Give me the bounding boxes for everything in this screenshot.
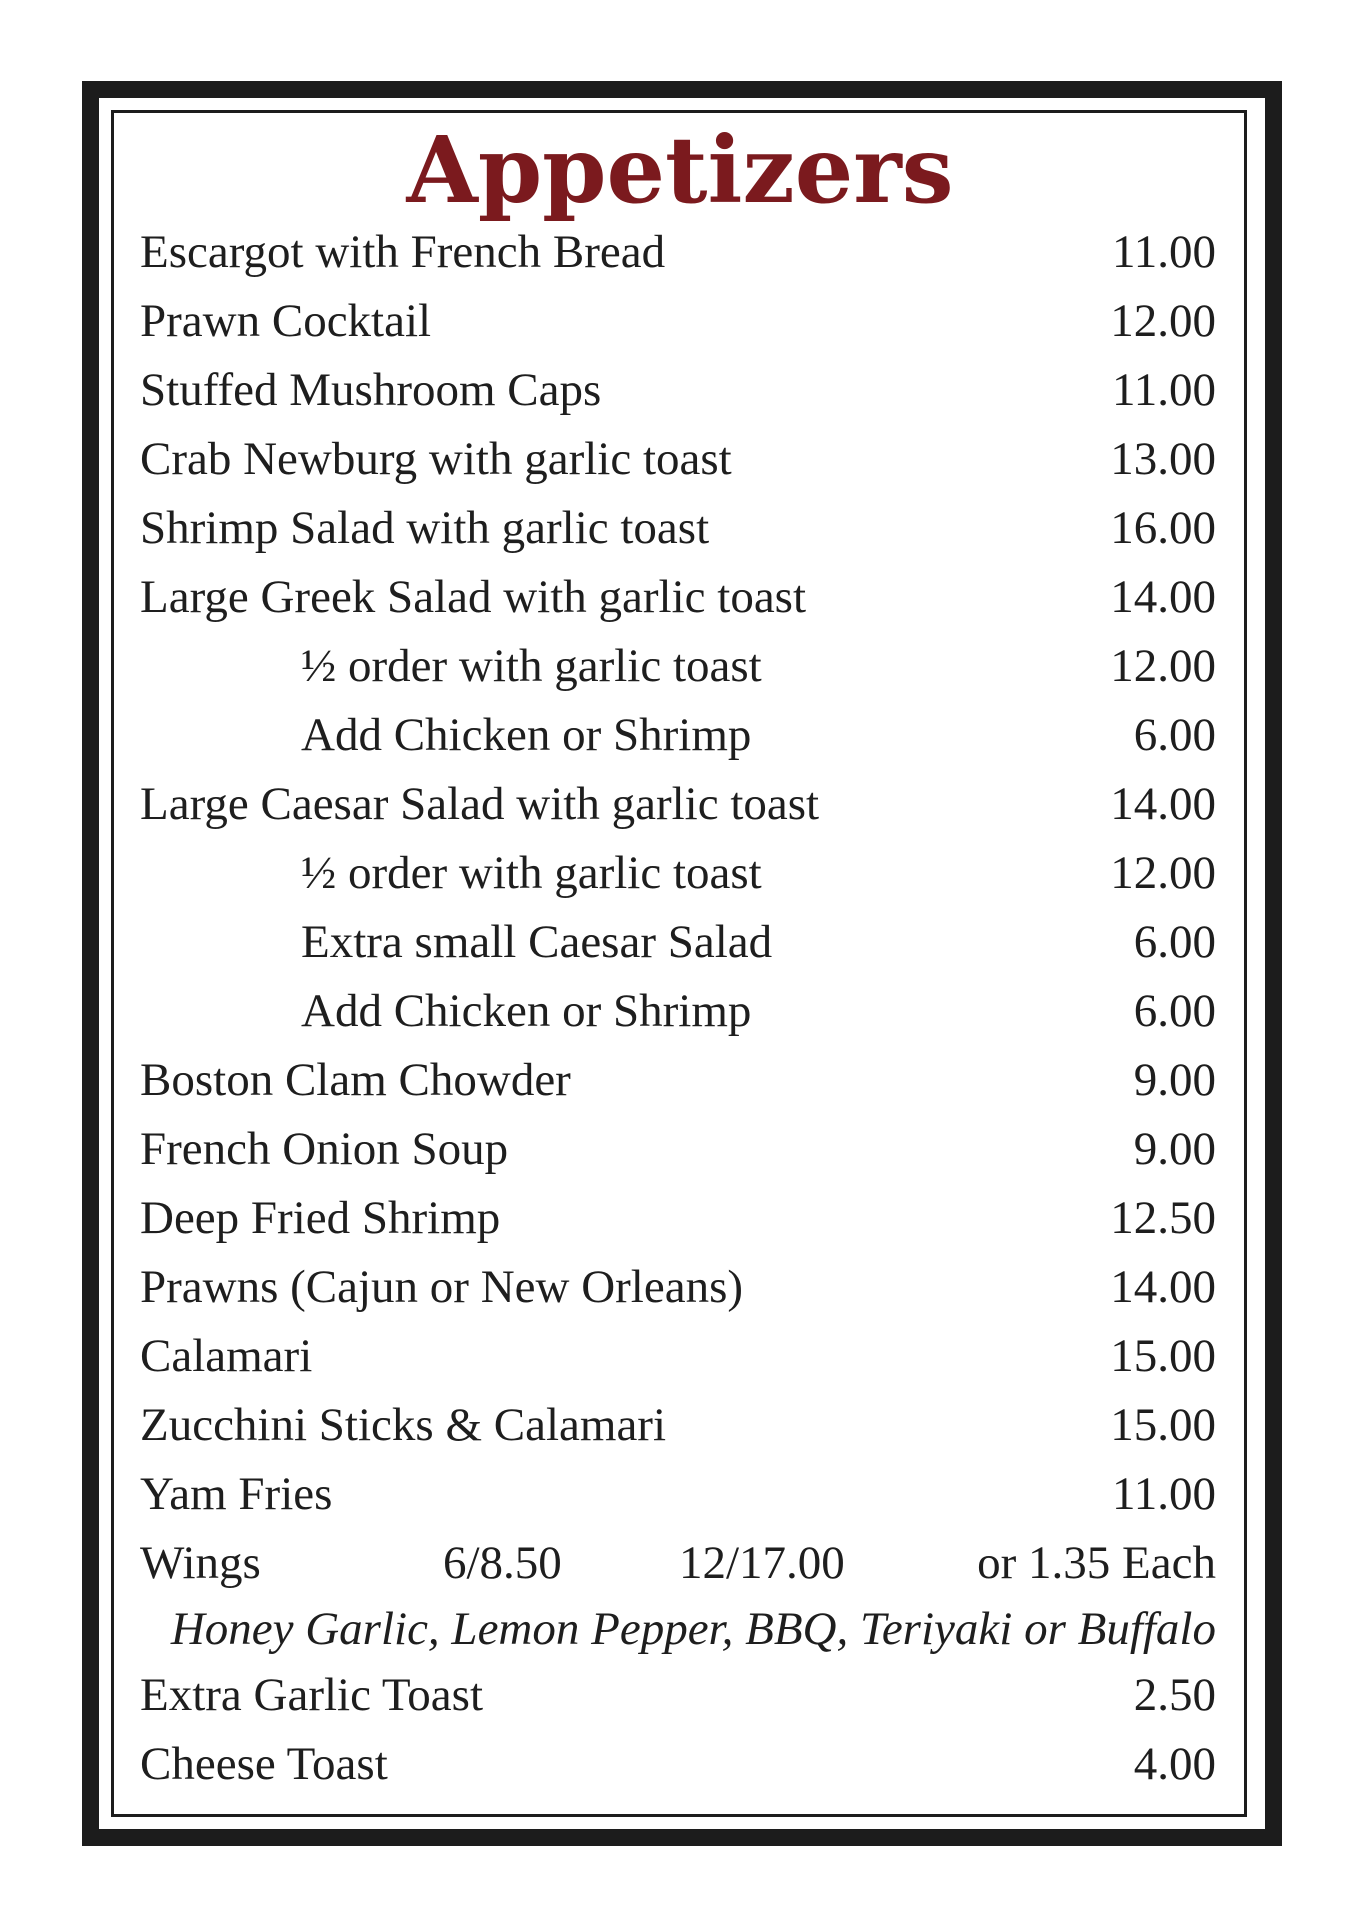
- item-name: Stuffed Mushroom Caps: [140, 364, 602, 416]
- item-price: 16.00: [1110, 502, 1216, 554]
- item-name: Boston Clam Chowder: [140, 1054, 571, 1106]
- item-price: 14.00: [1110, 1261, 1216, 1313]
- wings-option-6: 6/8.50: [443, 1537, 562, 1589]
- menu-item: [140, 1184, 1216, 1253]
- item-name: Calamari: [140, 1330, 313, 1382]
- item-name: Extra small Caesar Salad: [301, 916, 773, 968]
- item-name: Large Caesar Salad with garlic toast: [140, 778, 820, 830]
- menu-item: [140, 770, 1216, 839]
- item-name: Zucchini Sticks & Calamari: [140, 1399, 667, 1451]
- item-price: 6.00: [1133, 709, 1216, 761]
- menu-item: [140, 1661, 1216, 1730]
- menu-item: [140, 1460, 1216, 1529]
- item-price: 11.00: [1111, 226, 1216, 278]
- menu-subitem: [140, 839, 1216, 908]
- item-name: Add Chicken or Shrimp: [301, 709, 752, 761]
- item-price: 4.00: [1133, 1738, 1216, 1790]
- menu-item: [140, 1253, 1216, 1322]
- item-name: Prawn Cocktail: [140, 295, 432, 347]
- item-price: 11.00: [1111, 1468, 1216, 1520]
- item-name: French Onion Soup: [140, 1123, 509, 1175]
- item-price: 9.00: [1133, 1054, 1216, 1106]
- item-name: Deep Fried Shrimp: [140, 1192, 501, 1244]
- item-price: 12.50: [1110, 1192, 1216, 1244]
- menu-item: [140, 1322, 1216, 1391]
- item-name: Shrimp Salad with garlic toast: [140, 502, 710, 554]
- wings-option-each: or 1.35 Each: [977, 1537, 1216, 1589]
- wings-flavors: Honey Garlic, Lemon Pepper, BBQ, Teriyaki or Buffalo: [170, 1603, 1216, 1655]
- item-price: 6.00: [1133, 985, 1216, 1037]
- item-name: Cheese Toast: [140, 1738, 388, 1790]
- menu-title: Appetizers: [406, 116, 954, 224]
- menu-item: [140, 1391, 1216, 1460]
- item-name: Escargot with French Bread: [140, 226, 666, 278]
- item-price: 12.00: [1110, 295, 1216, 347]
- item-name: ½ order with garlic toast: [301, 640, 762, 692]
- menu-item: [140, 425, 1216, 494]
- item-price: 15.00: [1110, 1330, 1216, 1382]
- menu-item: [140, 1115, 1216, 1184]
- item-price: 14.00: [1110, 571, 1216, 623]
- item-price: 13.00: [1110, 433, 1216, 485]
- menu-item: [140, 287, 1216, 356]
- menu-item: [140, 356, 1216, 425]
- item-price: 12.00: [1110, 640, 1216, 692]
- menu-subitem: [140, 908, 1216, 977]
- item-name: Crab Newburg with garlic toast: [140, 433, 732, 485]
- menu-subitem: [140, 632, 1216, 701]
- wings-row: [140, 1529, 1216, 1598]
- wings-option-12: 12/17.00: [679, 1537, 845, 1589]
- item-price: 15.00: [1110, 1399, 1216, 1451]
- item-price: 14.00: [1110, 778, 1216, 830]
- menu-item: [140, 1046, 1216, 1115]
- item-name: Add Chicken or Shrimp: [301, 985, 752, 1037]
- item-name: Large Greek Salad with garlic toast: [140, 571, 807, 623]
- menu-item: [140, 563, 1216, 632]
- item-price: 2.50: [1133, 1669, 1216, 1721]
- menu-item: [140, 1730, 1216, 1799]
- wings-name: Wings: [140, 1537, 261, 1589]
- menu-item: [140, 218, 1216, 287]
- item-price: 11.00: [1111, 364, 1216, 416]
- item-price: 12.00: [1110, 847, 1216, 899]
- item-name: ½ order with garlic toast: [301, 847, 762, 899]
- item-name: Prawns (Cajun or New Orleans): [140, 1261, 744, 1313]
- item-name: Yam Fries: [140, 1468, 333, 1520]
- menu-item: [140, 494, 1216, 563]
- item-name: Extra Garlic Toast: [140, 1669, 483, 1721]
- item-price: 6.00: [1133, 916, 1216, 968]
- menu-subitem: [140, 977, 1216, 1046]
- item-price: 9.00: [1133, 1123, 1216, 1175]
- menu-subitem: [140, 701, 1216, 770]
